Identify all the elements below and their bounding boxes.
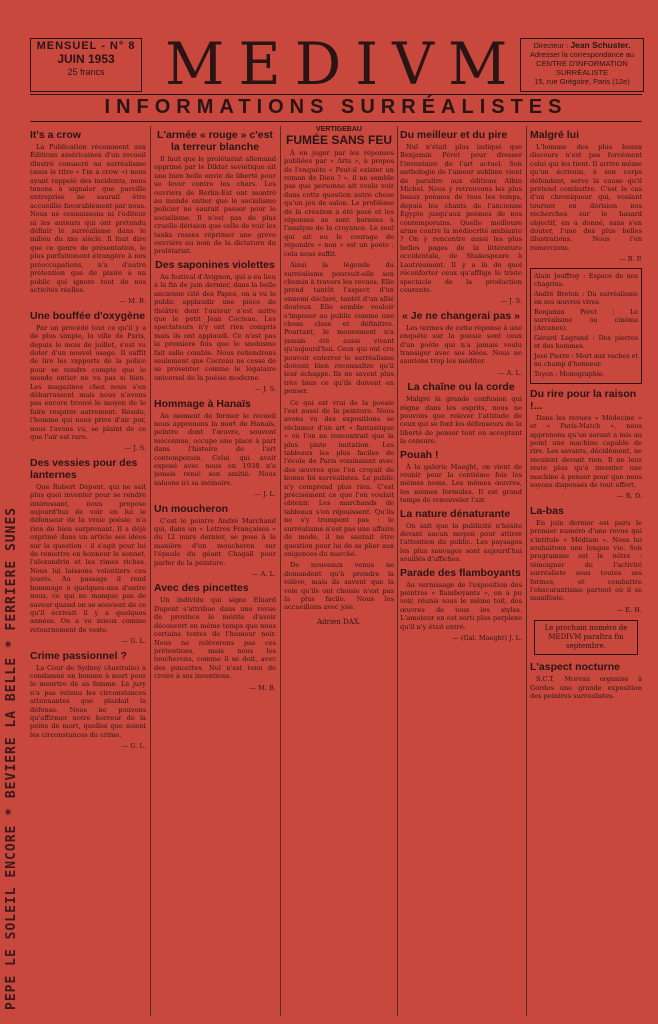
address-line-3: CENTRE D'INFORMATION <box>536 59 628 68</box>
article-text: En juin dernier est paru le premier numéro d'une revue qui s'intitule « Médium ». Nous lui souhaitons une longue vie. Son programme est le nôtre : témoigner de l'activité surréaliste sous toutes ses formes, et combattre l'obscurantisme partout où il se manifeste. <box>530 518 642 603</box>
issue-price: 25 francs <box>67 67 105 77</box>
article-title: Malgré lui <box>530 129 580 141</box>
column-1 <box>30 126 146 1016</box>
column-4 <box>400 126 522 1016</box>
article-title: « Je ne changerai pas » <box>402 309 520 322</box>
article-text: L'homme des plus beaux discours n'est pas forcément celui qui les tient. Il arrive même qu'un écrivain, à son corps défendant, serve la cause qu'il prétend combattre. C'est le cas d'un chroniqueur qui, voulant tourner en dérision nos recherches sur le hasard objectif, en a donné, sans s'en douter, l'une des plus belles illustrations. Nous l'en remercions. <box>530 143 642 252</box>
masthead-rule-top <box>30 94 642 95</box>
article-text: Au moment de fermer le recueil nous apprenons la mort de Hanaïs, peintre dont l'œuvre, souvent méconnue, occupe une place à part dans l'histoire de l'art contemporain. Celui qui avait exposé avec nous en 1938 n'a jamais renié son amitié. Nous saluons ici sa mémoire. <box>154 411 276 487</box>
article-title: La chaîne ou la corde <box>407 381 515 394</box>
publication-entry: Alain Jouffroy : Espace de nos chagrins. <box>534 271 638 288</box>
article-signature: — (Gal. Maeght) J. L. <box>452 634 522 643</box>
article-signature: — J. S. <box>254 385 276 394</box>
article-text: Au vernissage de l'exposition des peintres « flamboyants », on a pu voir, réunis sous le même toit, des œuvres de tous les styles. L'amateur en est sorti plus perplexe qu'il n'y était entré. <box>400 580 522 631</box>
article-title: La nature dénaturante <box>400 507 511 520</box>
article-text: Au festival d'Avignon, qui a eu lieu à la fin de juin dernier, dans la belle ancienne cité des Papes, on a vu le public applaudir une pièce de théâtre dont l'auteur n'est autre que le petit Jean Cocteau. Les spectateurs n'y ont rien compris mais ils ont applaudi. Ce n'est pas la première fois que le snobisme fait salle comble. Nous retiendrons seulement que Cocteau ne cesse de se présenter comme le légataire universel de la poésie moderne. <box>154 272 276 382</box>
article-signature: — J. S. <box>124 444 146 453</box>
article-title: L'armée « rouge » c'est la terreur blanche <box>157 129 273 153</box>
article-signature: — M. B. <box>119 297 146 306</box>
article-text: À la galerie Maeght, on vient de réunir pour la centième fois les mêmes noms. Les mêmes œuvres, les mêmes formules. Il est grand temps de renouveler l'air. <box>400 462 522 505</box>
article-text: Par un procédé tout ce qu'il y a de plus simple, la ville de Paris, depuis le mois de juillet, s'est vu doter d'un nouvel usage. Il suffit de lire les rapports de la police pour se rendre compte que le monde entier ne va pas si bien. Les magazines chez nous s'en débarrassent mais nous n'avons pas encore trouvé le moyen de le faire respirer autrement. Résolu, l'homme qui nous prive d'air pur, nous l'avons vu, se plaint de ce que l'air est rare. <box>30 323 146 441</box>
column-divider <box>280 126 281 1016</box>
column-divider <box>526 126 527 1016</box>
article-signature: — J. S. <box>500 297 522 306</box>
director-label: Directeur : <box>533 41 569 50</box>
article-text: Ainsi la légende du surréalisme poursuit-elle son chemin à travers les revues. Elle prend tantôt l'aspect d'un ennemi déclaré, tantôt d'un allié douteux. Elle semble vouloir s'imposer au public comme une chose close et définitive. Pourtant, le mouvement n'a jamais été aussi vivant qu'aujourd'hui. Ceux qui ont cru pouvoir enterrer le surréalisme doivent bien reconnaître qu'il leur échappe. Ils ne savent plus très bien ce qu'ils doivent en penser. <box>284 261 394 396</box>
column-2 <box>154 126 276 1016</box>
address-line-5: 15, rue Grégoire, Paris (12e) <box>534 77 630 86</box>
article-signature: — A. L. <box>251 570 276 579</box>
address-line-2: Adresser la correspondance au <box>529 50 635 59</box>
article-signature: Adrien DAX. <box>317 617 361 626</box>
issue-box <box>30 38 142 92</box>
column-divider <box>397 126 398 1016</box>
article-title: Hommage à Hanaïs <box>154 397 251 410</box>
article-signature: — M. B. <box>249 683 276 692</box>
article-text: Que Robert Dépont, qui ne sait plus quoi inventer pour se rendre intéressant, nous propose aujourd'hui de voir en lui le défenseur de la vraie poésie, n'a rien de bien surprenant. Il a déjà exprimé dans un article ses idées sur la question : il s'agit pour lui de remettre en honneur le sonnet, l'alexandrin et les rimes riches. Nous lui laissons volontiers ces jouets. Au passage il rend hommage à quelques-uns d'entre nous, ce qui ne manque pas de saveur quand on se souvient de ce qu'il écrivait il y a quelques années. On a vu mieux comme retournement de veste. <box>30 482 146 634</box>
article-text: Il faut que le prolétariat allemand opprimé par le Diktat soviétique ait une bien belle envie de liberté pour se lever contre les chars. Les ouvriers de Berlin-Est ont montré au monde entier que le socialisme policier ne saurait passer pour le socialisme. Il n'est pas de plus cruelle dérision que celle de voir les tanks russes réprimer une grève ouvrière au nom de la dictature du prolétariat. <box>154 155 276 256</box>
next-issue-notice: Le prochain numéro de MEDIVM paraîtra fin septembre. <box>534 620 638 655</box>
article-signature: — E. H. <box>616 605 642 614</box>
publication-entry: André Breton : Du surréalisme en ses œuvres vives. <box>534 289 638 306</box>
director-box <box>520 38 644 92</box>
article-title: Des saponines violettes <box>155 258 275 271</box>
director-name: Jean Schuster. <box>570 40 631 50</box>
article-title: It's a crow <box>30 129 81 141</box>
article-signature: — J. L. <box>254 490 276 499</box>
article-text: À en juger par les réponses publiées par « Arts », à propos de l'enquête « Peut-il exister un roman de Dieu ? », il ne semble pas que personne ait voulu voir dans cette question autre chose qu'un jeu de salon. Le problème de la création a été posé et les réponses se sont bornées à l'analyse de la croyance. Le seul qui ait eu le courage de répondre « non » est un poète : cela nous suffit. <box>284 148 394 258</box>
article-text: On sait que la publicité n'hésite devant aucun moyen pour attirer l'attention du public. Les paysages les plus sauvages sont aujourd'hui souillés d'affiches. <box>400 521 522 564</box>
article-title: Des vessies pour des lanternes <box>30 456 138 481</box>
article-title: Pouah ! <box>400 448 439 461</box>
column-divider <box>150 126 151 1016</box>
article-text: La Publication récemment aux Éditions américaines d'un recueil illustré consacré au surréalisme (sous le titre « I'm a crow ») nous ayant rappelé des incidents, nous tenons à signaler que pareille entreprise ne saurait être accueillie favorablement par nous. Nous ne connaissons ni l'éditeur ni les auteurs qui ont prétendu définir le surréalisme dans le milieu du xxe siècle. Il faut dire que ce genre de présentation, le plus parfaitement étrangère à nos préoccupations, n'a d'autre prétention que de plaire à un public qui ignore tout de nos activités réelles. <box>30 143 146 294</box>
article-signature: — G. L. <box>121 637 146 646</box>
issue-date: JUIN 1953 <box>57 52 115 66</box>
article-text: C'est le peintre André Marchand qui, dans un « Lettres Françaises » du 12 mars dernier, se pose à la manière d'un moucheron sur l'épaule du géant Chagall pour parler de la peinture. <box>154 516 276 567</box>
article-title: Crime passionnel ? <box>30 649 127 662</box>
article-text: Nul n'était plus indiqué que Benjamin Péret pour dresser l'inventaire de l'art actuel. Son anthologie de l'amour sublime vient de paraître aux éditions Albin Michel. Nous y retrouvons les plus beaux poèmes de tous les temps, depuis les chants de l'ancienne Égypte jusqu'aux poèmes de nos contemporains. Quelle meilleure arme contre la médiocrité ambiante ? On y rencontre aussi les plus belles pages de la littérature occidentale, de Shakespeare à Lautréamont. Il y a là de quoi réconforter ceux qu'afflige le triste spectacle de la production courante. <box>400 143 522 294</box>
article-title: Du rire pour la raison !... <box>530 387 637 412</box>
article-title: Du meilleur et du pire <box>400 129 508 141</box>
publications-box <box>530 268 642 384</box>
article-text: La Cour de Sydney (Australie) a condamné un homme à mort pour le meurtre de sa femme. Le jury n'a pas retenu les circonstances atténuantes que plaidait la défense. Nous ne pouvons qu'affirmer notre horreur de la peine de mort, quelles que soient les circonstances du crime. <box>30 663 146 739</box>
masthead-title: MEDIVM <box>165 30 522 98</box>
masthead-subtitle: INFORMATIONS SURRÉALISTES <box>104 96 568 118</box>
article-title: Parade des flamboyants <box>400 566 521 579</box>
issue-number: MENSUEL - N° 8 <box>36 40 136 52</box>
article-text: S.C.T. Morvan organise à Gordes une grande exposition des peintres surréalistes. <box>530 675 642 701</box>
publication-entry: José Pierre : Mort aux vaches et au champ d'honneur. <box>534 351 638 368</box>
column-5 <box>530 126 642 1016</box>
article-text: Dans les revues « Médecine » et « Paris-Match », nous apprenons qu'un savant a mis au point une machine capable de rire. Les savants, décidément, ne reculent devant rien. Il ne leur reste plus qu'à inventer une machine à penser pour que nous soyons dispensés de tout effort. <box>530 413 642 489</box>
publication-entry: Toyen : Monographie. <box>534 369 605 378</box>
article-title: L'aspect nocturne <box>530 661 621 674</box>
article-title: Un moucheron <box>154 502 229 515</box>
article-text: De nouveaux venus ne demandent qu'à prendre la relève, mais ils savent que la voie qu'ils ont choisie n'est pas la plus facile. Nous les accueillons avec joie. <box>284 561 394 612</box>
margin-inscription: PÉPÉ LE SOLEIL ENCORE * BÉVIÈRE LA BELLE * FERRIÈRE SUNES <box>4 506 19 1010</box>
address-line-4: SURRÉALISTE <box>555 68 609 77</box>
article-signature: — R. D. <box>617 492 642 501</box>
article-text: Un individu qui signe Eluard Dupont s'attribue dans une revue de province le mérite d'avoir découvert en même temps que nous certains textes de l'humour noir. Nous ne relèverons pas ces prétentions, mais nous les toucherons, comme il se doit, avec des pincettes. Nul n'est tenu de croire à ses inventions. <box>154 596 276 681</box>
article-signature: — G. L. <box>121 742 146 751</box>
article-signature: — A. L. <box>497 368 522 377</box>
article-text: Malgré la grande confusion qui règne dans les esprits, nous ne pouvons que relever l'attitude de ceux qui se font les défenseurs de la liberté de penser tout en acceptant la censure. <box>400 395 522 446</box>
article-text: Ce qui est vrai de la poésie l'est aussi de la peinture. Nous avons vu des expositions se réclamer d'un art « fantastique » où l'on ne rencontrait que la plus plate imitation. Les tableaux les plus faciles de l'école de Paris voisinaient avec des œuvres que l'on croyait de bonne foi surréalistes. Le public n'y comprend plus rien. C'est précisément ce que l'on voulait obtenir. Les marchands de tableaux s'en réjouissent. Qu'ils ne s'y trompent pas : le surréalisme n'est pas une affaire de mode, il ne saurait être question pour lui de se plier aux exigences du marché. <box>284 398 394 558</box>
article-text: Les termes de cette réponse à une enquête sur la poésie sont ceux d'un poète qui n'a jamais voulu transiger avec ses idées. Nous ne saurions trop les méditer. <box>400 323 522 366</box>
article-title: La-bas <box>530 504 564 517</box>
article-kicker: VERTIGEBAU <box>316 126 362 133</box>
publication-entry: Benjamin Péret : Le surréalisme au cinéma (Arcanes). <box>534 307 638 332</box>
publication-entry: Gérard Legrand : Des pierres et des hommes. <box>534 333 638 350</box>
article-title: FUMÉE SANS FEU <box>285 133 392 148</box>
article-title: Avec des pincettes <box>154 582 249 595</box>
article-title: Une bouffée d'oxygène <box>30 309 146 322</box>
column-3 <box>284 126 394 1016</box>
masthead-rule-bottom <box>30 121 642 122</box>
article-signature: — B. P. <box>619 255 642 264</box>
